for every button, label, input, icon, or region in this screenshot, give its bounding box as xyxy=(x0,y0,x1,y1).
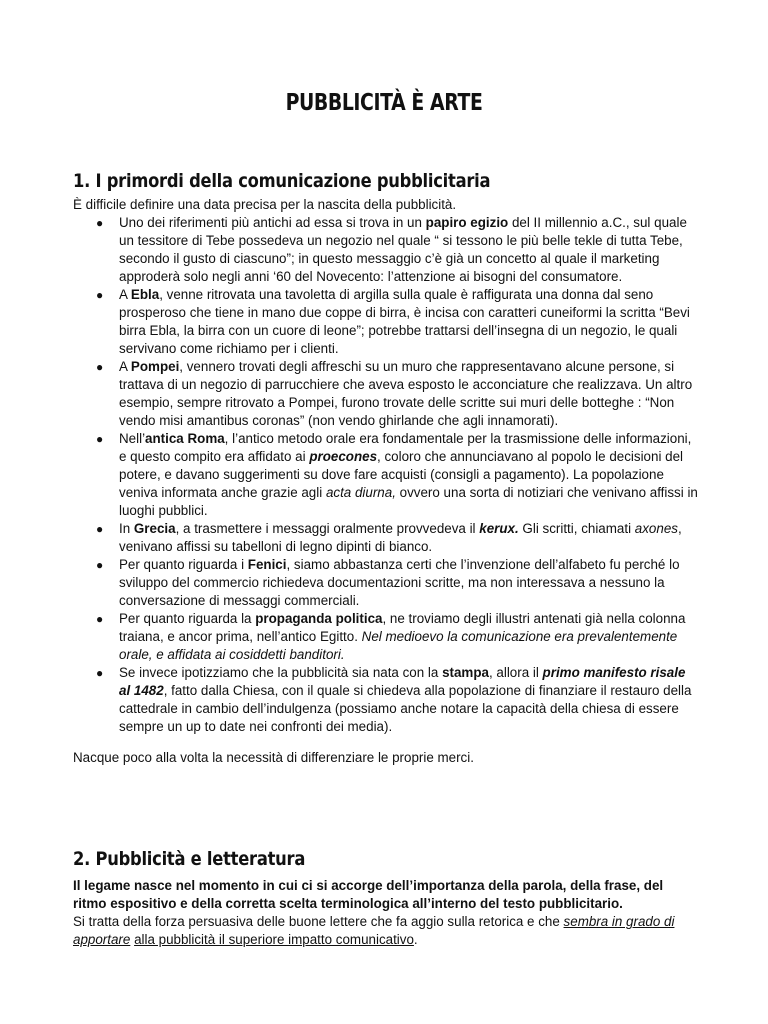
page-title: PUBBLICITÀ È ARTE xyxy=(285,90,483,116)
section-2-body xyxy=(73,877,698,949)
bullet-text: In xyxy=(119,521,134,536)
section-2-text: . xyxy=(413,932,418,947)
bullet-italic: acta diurna, xyxy=(325,485,396,500)
list-item xyxy=(73,664,698,736)
section-2-underlined: alla pubblicità il superiore impatto comunicativo xyxy=(134,932,414,947)
list-item xyxy=(73,286,698,358)
list-item xyxy=(73,358,698,430)
list-item xyxy=(73,520,698,556)
bullet-dot-icon: ● xyxy=(96,522,104,536)
list-item xyxy=(73,556,698,610)
list-item xyxy=(73,214,698,286)
bullet-bold: Grecia xyxy=(133,521,176,536)
bullet-text: , coloro che annunciavano al popolo le decisioni del potere, e davano suggerimenti su dove fare acquisti (consigli a pagamento). La popolazione veniva informata anche grazie agli xyxy=(119,449,684,500)
bullet-bold: Pompei xyxy=(130,359,180,374)
bullet-bold: propaganda politica xyxy=(255,611,383,626)
section-2-bold-paragraph: Il legame nasce nel momento in cui ci si accorge dell’importanza della parola, della frase, del ritmo espositivo e della corretta scelta terminologica all’interno del testo pubblicitario. xyxy=(73,878,664,911)
bullet-text: , fatto dalla Chiesa, con il quale si chiedeva alla popolazione di finanziare il restauro della cattedrale in cambio dell’indulgenza (possiamo anche notare la capacità della chiesa di essere sempre un up to date nei confronti dei media). xyxy=(119,683,692,734)
section-2-heading: 2. Pubblicità e letteratura xyxy=(73,848,306,870)
bullet-text: A xyxy=(119,359,131,374)
bullet-text: A xyxy=(119,287,131,302)
bullet-italic: Nel medioevo la comunicazione era prevalentemente orale, e affidata ai cosiddetti banditori. xyxy=(119,629,678,662)
bullet-text: , venivano affissi su tabelloni di legno dipinti di bianco. xyxy=(119,521,682,554)
bullet-text: , siamo abbastanza certi che l’invenzione dell’alfabeto fu perché lo sviluppo del commercio richiedeva documentazioni scritte, ma non interessava a nessuno la conversazione di messaggi commerciali. xyxy=(119,557,680,608)
bullet-dot-icon: ● xyxy=(96,558,104,572)
bullet-text: Per quanto riguarda i xyxy=(119,557,248,572)
bullet-text: Per quanto riguarda la xyxy=(119,611,256,626)
bullet-italic: axones xyxy=(634,521,678,536)
bullet-bold: antica Roma xyxy=(145,431,225,446)
bullet-bold: stampa xyxy=(442,665,489,680)
bullet-bold: Ebla xyxy=(130,287,160,302)
bullet-text: Se invece ipotizziamo che la pubblicità sia nata con la xyxy=(119,665,443,680)
section-1-heading: 1. I primordi della comunicazione pubblicitaria xyxy=(73,170,491,192)
bullet-text: ovvero una sorta di notiziari che venivano affissi in luoghi pubblici. xyxy=(119,485,698,518)
bullet-bold: papiro egizio xyxy=(425,215,509,230)
bullet-bold: Fenici xyxy=(247,557,287,572)
bullet-bold-italic: primo manifesto risale al 1482 xyxy=(119,665,686,698)
bullet-dot-icon: ● xyxy=(96,612,104,626)
bullet-text: , allora il xyxy=(488,665,543,680)
bullet-bold-italic: proecones xyxy=(309,449,378,464)
bullet-text: , ne troviamo degli illustri antenati già nella colonna traiana, e ancor prima, nell’antico Egitto. xyxy=(119,611,686,644)
list-item xyxy=(73,610,698,664)
bullet-dot-icon: ● xyxy=(96,432,104,446)
bullet-text: Uno dei riferimenti più antichi ad essa si trova in un xyxy=(119,215,426,230)
section-2-text: Si tratta della forza persuasiva delle buone lettere che fa aggio sulla retorica e che xyxy=(73,914,564,929)
section-2-italic-underlined: sembra in grado di apportare xyxy=(73,914,675,947)
section-1-outro: Nacque poco alla volta la necessità di differenziare le proprie merci. xyxy=(73,750,474,765)
bullet-text: del II millennio a.C., sul quale un tessitore di Tebe possedeva un negozio nel quale “ si tessono le più belle tekle di tutta Tebe, secondo il gusto di ciascuno”; in questo messaggio c’è già un concetto al quale il marketing approderà solo negli anni ‘60 del Novecento: l’attenzione ai bisogni del consumatore. xyxy=(119,215,687,284)
bullet-text: , vennero trovati degli affreschi su un muro che rappresentavano alcune persone, si trattava di un negozio di parrucchiere che aveva esposto le acconciature che realizzava. Un altro esempio, sempre ritrovato a Pompei, furono trovate delle scritte sui muri delle botteghe : “Non vendo misi amantibus coronas” (non vendo ghirlande che agli innamorati). xyxy=(119,359,693,428)
section-1-intro: È difficile definire una data precisa per la nascita della pubblicità. xyxy=(73,197,457,212)
bullet-text: Nell’ xyxy=(119,431,146,446)
bullet-text: Gli scritti, chiamati xyxy=(518,521,635,536)
bullet-text: , venne ritrovata una tavoletta di argilla sulla quale è raffigurata una donna dal seno prosperoso che tiene in mano due coppe di birra, è incisa con caratteri cuneiformi la scritta “Bevi birra Ebla, la birra con un cuore di leone”; potrebbe trattarsi dell’insegna di un negozio, le quali servivano come richiamo per i clienti. xyxy=(119,287,690,356)
list-item xyxy=(73,430,698,520)
bullet-dot-icon: ● xyxy=(96,288,104,302)
bullet-dot-icon: ● xyxy=(96,360,104,374)
bullet-bold-italic: kerux. xyxy=(479,521,519,536)
section-1-bullet-list xyxy=(73,214,698,736)
bullet-text: , l’antico metodo orale era fondamentale per la trasmissione delle informazioni, e questo compito era affidato ai xyxy=(119,431,692,464)
bullet-text: , a trasmettere i messaggi oralmente provvedeva il xyxy=(175,521,480,536)
bullet-dot-icon: ● xyxy=(96,216,104,230)
bullet-dot-icon: ● xyxy=(96,666,104,680)
